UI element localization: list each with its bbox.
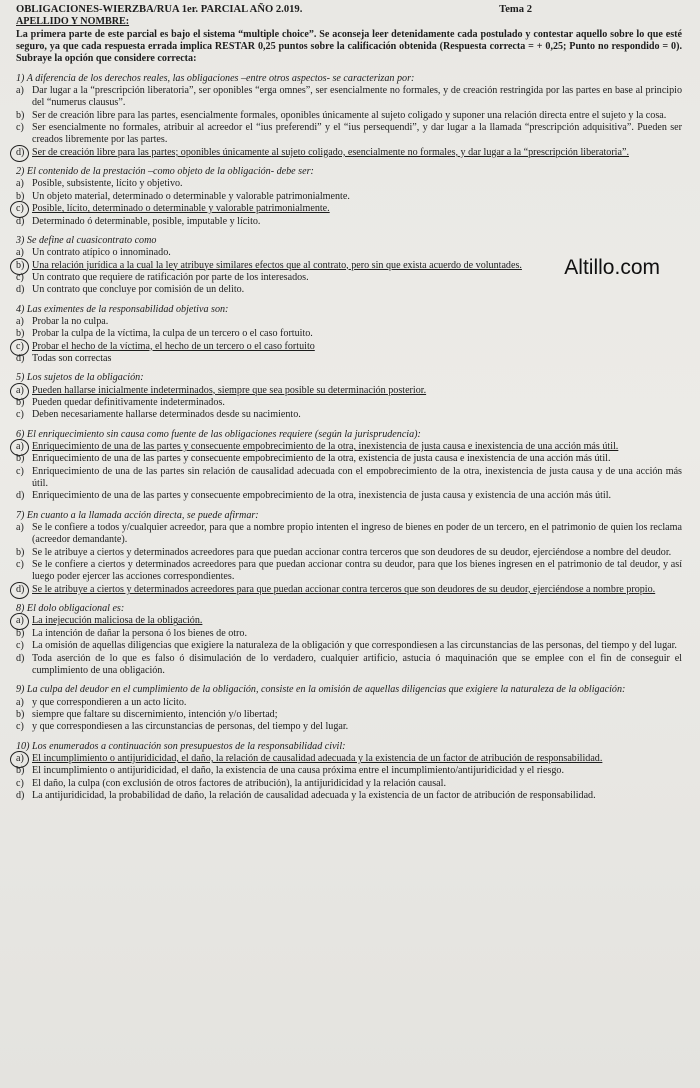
option-text: La inejecución maliciosa de la obligación. [32,615,203,627]
option-text: siempre que faltare su discernimiento, intención y/o libertad; [32,708,278,720]
option-letter-text: c) [16,559,24,571]
option-letter-text: b) [16,259,25,271]
answer-option[interactable] [16,490,682,502]
answer-option[interactable] [16,409,682,421]
option-letter-text: c) [16,122,24,134]
option-text: Todas son correctas [32,352,112,364]
option-letter [16,697,32,709]
exam-instructions: La primera parte de este parcial es bajo el sistema “multiple choice”. Se aconseja leer detenidamente cada postulado y contestar aquello sobre lo que esté seguro, ya que cada respuesta errada implica RESTAR 0,25 puntos sobre la calificación obtenida (Respuesta correcta = + 0,25; Punto no respondido = 0). Subraye la opción que considere correcta: [16,28,682,65]
watermark: Altillo.com [564,256,660,279]
option-text: El incumplimiento o antijuridicidad, el daño, la relación de causalidad adecuada y la existencia de un factor de atribución de responsabilidad. [32,752,603,764]
option-text: Probar el hecho de la víctima, el hecho de un tercero o el caso fortuito [32,340,315,352]
answer-option[interactable] [16,353,682,365]
question-title: 7) En cuanto a la llamada acción directa, se puede afirmar: [16,509,259,521]
answer-option[interactable] [16,341,682,353]
question-block [16,429,682,503]
option-letter-text: b) [16,453,25,465]
option-letter-text: a) [16,696,24,708]
option-text: y que correspondieren a un acto lícito. [32,696,187,708]
option-letter-text: d) [16,146,25,158]
option-letter [16,547,32,559]
option-letter-text: a) [16,615,24,627]
header-tema: Tema 2 [499,4,532,15]
answer-option[interactable] [16,721,682,733]
option-letter-text: b) [16,765,25,777]
option-text: Deben necesariamente hallarse determinados desde su nacimiento. [32,409,301,421]
option-text: Se le confiere a todos y/cualquier acreedor, para que a nombre propio intenten el ingreso de bienes en poder de un tercero, en el patrimonio de quien los reclama (acreedor demandante). [32,522,682,546]
answer-option[interactable] [16,385,682,397]
option-letter [16,628,32,640]
answer-option[interactable] [16,615,682,627]
option-letter [16,110,32,122]
question-block [16,304,682,366]
option-text: Ser esencialmente no formales, atribuir al acreedor el “ius preferendi” y el “ius persequendi”, y dar lugar a la llamada “prescripción adquisitiva”. Pueden ser creados libremente por las partes. [32,122,682,146]
option-letter-text: a) [16,315,24,327]
option-letter [16,640,32,652]
option-text: Un objeto material, determinado o determinable y valorable patrimonialmente. [32,190,350,202]
option-text: Toda aserción de lo que es falso ó disimulación de lo verdadero, cualquier artificio, astucia ó maquinación que se emplee con el fin de conseguir el cumplimiento de una obligación. [32,652,682,676]
answer-option[interactable] [16,203,682,215]
option-letter-text: c) [16,409,24,421]
option-letter-text: b) [16,190,25,202]
option-letter [16,778,32,790]
option-letter [16,453,32,465]
option-text: Ser de creación libre para las partes; oponibles únicamente al sujeto coligado, esencialmente no formales, y dar lugar a la “prescripción liberatoria”. [32,146,629,158]
option-letter-text: c) [16,465,24,477]
answer-option[interactable] [16,466,682,491]
option-text: Ser de creación libre para las partes, esencialmente formales, oponibles únicamente al sujeto coligado y suponer una relación directa entre el sujeto y la cosa. [32,109,667,121]
option-letter [16,316,32,328]
option-letter [16,122,32,134]
option-text: Enriquecimiento de una de las partes y consecuente empobrecimiento de la otra, inexistencia de justa causa y existencia de una acción más útil. [32,490,612,502]
option-text: Probar la no culpa. [32,315,109,327]
answer-option[interactable] [16,765,682,777]
question-list [16,73,682,803]
option-letter [16,203,32,215]
option-letter-text: a) [16,247,24,259]
selection-circle [10,145,29,162]
option-letter [16,260,32,272]
option-letter-text: d) [16,352,25,364]
question-title: 6) El enriquecimiento sin causa como fuente de las obligaciones requiere (según la jurisprudencia): [16,428,421,440]
answer-option[interactable] [16,147,682,159]
answer-option[interactable] [16,790,682,802]
option-text: Dar lugar a la “prescripción liberatoria”, ser oponibles “erga omnes”, ser esencialmente no formales, y de creación restringida por las partes en base al principio del “numerus clausus”. [32,85,682,109]
answer-option[interactable] [16,178,682,190]
option-text: Probar la culpa de la víctima, la culpa de un tercero o el caso fortuito. [32,328,313,340]
option-text: y que correspondiesen a las circunstancias de personas, del tiempo y del lugar. [32,721,349,733]
question-title: 5) Los sujetos de la obligación: [16,372,144,384]
option-letter [16,385,32,397]
option-text: Un contrato que requiere de ratificación por parte de los interesados. [32,271,309,283]
selection-circle [10,582,29,599]
option-text: Posible, subsistente, lícito y objetivo. [32,178,183,190]
answer-option[interactable] [16,697,682,709]
option-letter-text: b) [16,396,25,408]
option-text: El daño, la culpa (con exclusión de otros factores de atribución), la antijuridicidad y la relación causal. [32,777,446,789]
question-title: 8) El dolo obligacional es: [16,603,125,615]
option-letter [16,790,32,802]
option-text: Se le atribuye a ciertos y determinados acreedores para que puedan accionar contra terceros que son deudores de su deudor, ejerciéndose a nombre del deudor. [32,546,672,558]
question-block [16,510,682,596]
option-letter-text: d) [16,789,25,801]
exam-content [16,4,682,802]
option-letter-text: c) [16,203,24,215]
option-letter [16,466,32,478]
option-text: Enriquecimiento de una de las partes sin relación de causalidad adecuada con el empobrecimiento de la otra, inexistencia de justa causa y de una acción más útil. [32,465,682,490]
option-letter-text: a) [16,752,24,764]
option-letter [16,272,32,284]
option-letter [16,490,32,502]
answer-option[interactable] [16,122,682,147]
option-letter-text: b) [16,708,25,720]
option-letter-text: b) [16,546,25,558]
option-letter [16,441,32,453]
option-text: Una relación jurídica a la cual la ley atribuye similares efectos que al contrato, pero sin que exista acuerdo de voluntades. [32,259,522,271]
answer-option[interactable] [16,584,682,596]
option-letter-text: c) [16,640,24,652]
option-letter-text: a) [16,85,24,97]
option-letter [16,653,32,665]
answer-option[interactable] [16,522,682,547]
option-letter-text: c) [16,271,24,283]
option-text: El incumplimiento o antijuridicidad, el daño, la existencia de una causa próxima entre el incumplimiento/antijuridicidad y el riesgo. [32,765,565,777]
exam-header [16,4,682,16]
question-block [16,372,682,421]
question-title: 9) La culpa del deudor en el cumplimiento de la obligación, consiste en la omisión de aquellas diligencias que exigiere la naturaleza de la obligación: [16,684,626,696]
option-letter [16,753,32,765]
option-letter-text: a) [16,384,24,396]
answer-option[interactable] [16,547,682,559]
answer-option[interactable] [16,559,682,584]
option-text: La intención de dañar la persona ó los bienes de otro. [32,627,247,639]
option-letter-text: c) [16,777,24,789]
question-block [16,166,682,228]
option-text: Enriquecimiento de una de las partes y consecuente empobrecimiento de la otra, existencia de justa causa e inexistencia de una acción más útil. [32,453,611,465]
option-letter [16,397,32,409]
option-letter-text: d) [16,490,25,502]
question-block [16,603,682,677]
option-letter [16,584,32,596]
option-letter-text: a) [16,441,24,452]
answer-option[interactable] [16,216,682,228]
question-title: 10) Los enumerados a continuación son presupuestos de la responsabilidad civil: [16,740,346,752]
answer-option[interactable] [16,397,682,409]
option-letter [16,284,32,296]
question-title: 4) Las eximentes de la responsabilidad objetiva son: [16,303,229,315]
question-title: 2) El contenido de la prestación –como objeto de la obligación- debe ser: [16,166,314,178]
header-course: OBLIGACIONES-WIERZBA/RUA 1er. PARCIAL AÑO 2.019. [16,4,303,15]
option-text: Un contrato atípico o innominado. [32,247,171,259]
option-text: Enriquecimiento de una de las partes y consecuente empobrecimiento de la otra, inexistencia de justa causa e inexistencia de una acción más útil. [32,441,619,452]
answer-option[interactable] [16,753,682,765]
answer-option[interactable] [16,709,682,721]
answer-option[interactable] [16,441,682,453]
option-letter [16,721,32,733]
option-text: Se le atribuye a ciertos y determinados acreedores para que puedan accionar contra terceros que son deudores de su deudor, ejerciéndose a nombre propio. [32,583,656,595]
option-letter [16,409,32,421]
question-title: 3) Se define al cuasicontrato como [16,234,157,246]
option-letter [16,216,32,228]
option-letter-text: d) [16,652,25,664]
option-letter [16,353,32,365]
option-text: Pueden hallarse inicialmente indeterminados, siempre que sea posible su determinación posterior. [32,384,427,396]
option-letter-text: b) [16,328,25,340]
option-letter [16,559,32,571]
option-letter [16,709,32,721]
option-text: La omisión de aquellas diligencias que exigiere la naturaleza de la obligación y que correspondiesen a las circunstancias de las personas, del tiempo y del lugar. [32,640,677,652]
answer-option[interactable] [16,191,682,203]
answer-option[interactable] [16,316,682,328]
option-letter [16,522,32,534]
answer-option[interactable] [16,284,682,296]
option-letter [16,341,32,353]
answer-option[interactable] [16,85,682,110]
answer-option[interactable] [16,628,682,640]
option-text: Un contrato que concluye por comisión de un delito. [32,284,245,296]
option-letter-text: d) [16,284,25,296]
option-text: Determinado ó determinable, posible, imputable y lícito. [32,215,261,227]
option-letter-text: d) [16,215,25,227]
question-block [16,741,682,803]
answer-option[interactable] [16,328,682,340]
option-letter [16,147,32,159]
option-letter [16,765,32,777]
answer-option[interactable] [16,640,682,652]
header-name-field: APELLIDO Y NOMBRE: [16,16,130,28]
option-text: Pueden quedar definitivamente indeterminados. [32,396,225,408]
question-block [16,73,682,159]
option-letter-text: c) [16,721,24,733]
answer-option[interactable] [16,453,682,465]
option-text: Se le confiere a ciertos y determinados acreedores para que puedan accionar contra su deudor, para que los bienes ingresen en el patrimonio de tal deudor, y así luego poder ejercer las acciones correspondientes. [32,559,682,583]
option-text: La antijuridicidad, la probabilidad de daño, la relación de causalidad adecuada y la existencia de un factor de atribución de responsabilidad. [32,789,596,801]
answer-option[interactable] [16,778,682,790]
option-letter [16,178,32,190]
option-letter-text: b) [16,109,25,121]
option-letter [16,615,32,627]
option-text: Posible, lícito, determinado o determinable y valorable patrimonialmente. [32,203,330,215]
question-title: 1) A diferencia de los derechos reales, las obligaciones –entre otros aspectos- se caracterizan por: [16,72,415,84]
option-letter [16,85,32,97]
answer-option[interactable] [16,110,682,122]
option-letter-text: d) [16,583,25,595]
option-letter-text: b) [16,627,25,639]
option-letter-text: a) [16,178,24,190]
option-letter-text: a) [16,522,24,534]
answer-option[interactable] [16,653,682,678]
question-block [16,684,682,733]
option-letter-text: c) [16,340,24,352]
